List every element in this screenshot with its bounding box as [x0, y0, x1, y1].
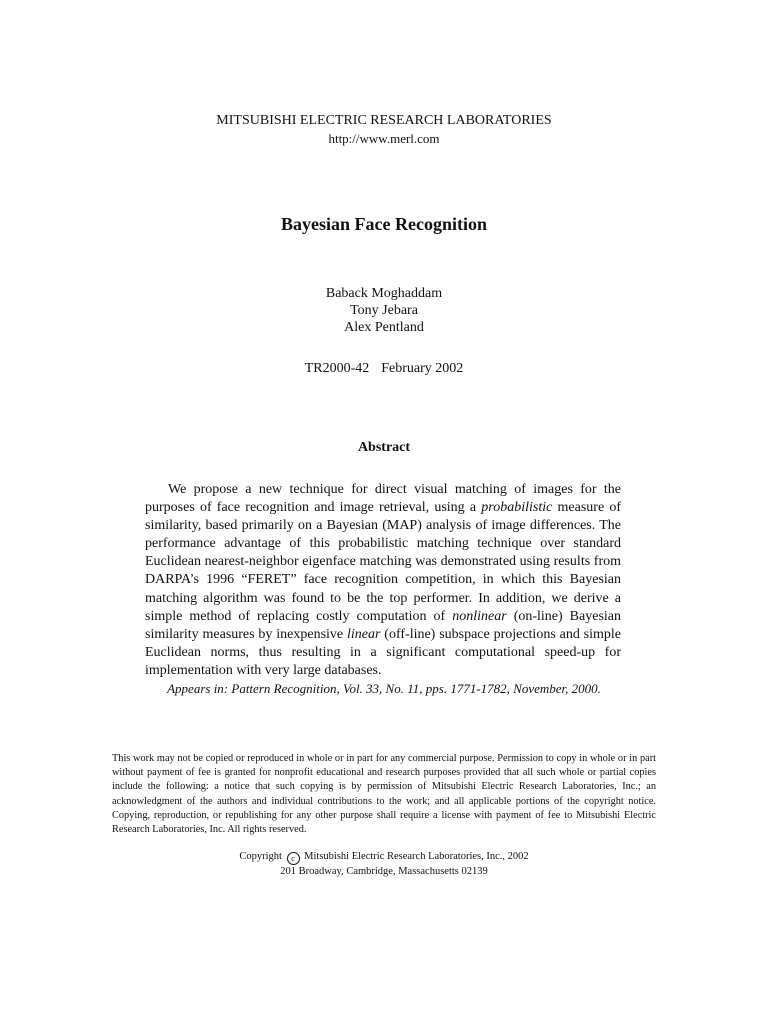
- abstract-heading: Abstract: [357, 440, 411, 455]
- copyright-icon: c: [287, 852, 300, 865]
- abstract-segment: measure of similarity, based primarily on a Bayesian (MAP) analysis of image differences. The performance advantage of this probabilistic matching technique over standard Euclidean nearest-neighbor eigenface matching was demonstrated using results from DARPA’s 1996 “FERET” face recognition competition, in which this Bayesian matching algorithm was found to be the top performer. In addition, we derive a simple method of replacing costly computation of: [145, 500, 622, 624]
- paper-title: Bayesian Face Recognition: [281, 214, 487, 234]
- author-name: Tony Jebara: [350, 303, 418, 318]
- abstract-segment: We propose a new technique for direct visual matching of images for the purposes of face recognition and image retrieval, using a: [145, 482, 621, 516]
- publication-citation: Appears in: Pattern Recognition, Vol. 33, No. 11, pps. 1771-1782, November, 2000.: [167, 681, 601, 696]
- copyright-label: Copyright: [239, 851, 282, 862]
- abstract-emphasis: probabilistic: [481, 500, 553, 516]
- copyright-notice: This work may not be copied or reproduced in whole or in part for any commercial purpose. Permission to copy in whole or in part without payment of fee is granted for nonprofit educational and research purposes provided that all such whole or partial copies include the following: a notice that such copying is by permission of Mitsubishi Electric Research Laboratories, Inc.; an acknowledgment of the authors and individual contributions to the work; and all applicable portions of the copyright notice. Copying, reproduction, or republishing for any other purpose shall require a license with payment of fee to Mitsubishi Electric Research Laboratories, Inc. All rights reserved.: [112, 753, 656, 836]
- abstract-emphasis: linear: [347, 626, 381, 642]
- abstract-emphasis: nonlinear: [452, 608, 507, 624]
- organization-address: 201 Broadway, Cambridge, Massachusetts 02139: [280, 866, 488, 877]
- report-info: [0, 360, 768, 377]
- abstract-text: [145, 481, 621, 680]
- abstract-segment: (on-line) Bayesian similarity measures by inexpensive: [145, 608, 622, 642]
- organization-url: http://www.merl.com: [328, 131, 440, 146]
- abstract-segment: (off-line) subspace projections and simple Euclidean norms, thus resulting in a significant computational speed-up for implementation with very large databases.: [145, 626, 622, 678]
- organization-name: MITSUBISHI ELECTRIC RESEARCH LABORATORIES: [216, 113, 552, 128]
- copyright-line: [0, 850, 768, 865]
- copyright-holder: Mitsubishi Electric Research Laboratories, Inc., 2002: [304, 851, 529, 862]
- report-date: February 2002: [381, 361, 464, 376]
- author-name: Alex Pentland: [344, 320, 424, 335]
- author-name: Baback Moghaddam: [325, 286, 443, 301]
- report-number: TR2000-42: [304, 361, 370, 376]
